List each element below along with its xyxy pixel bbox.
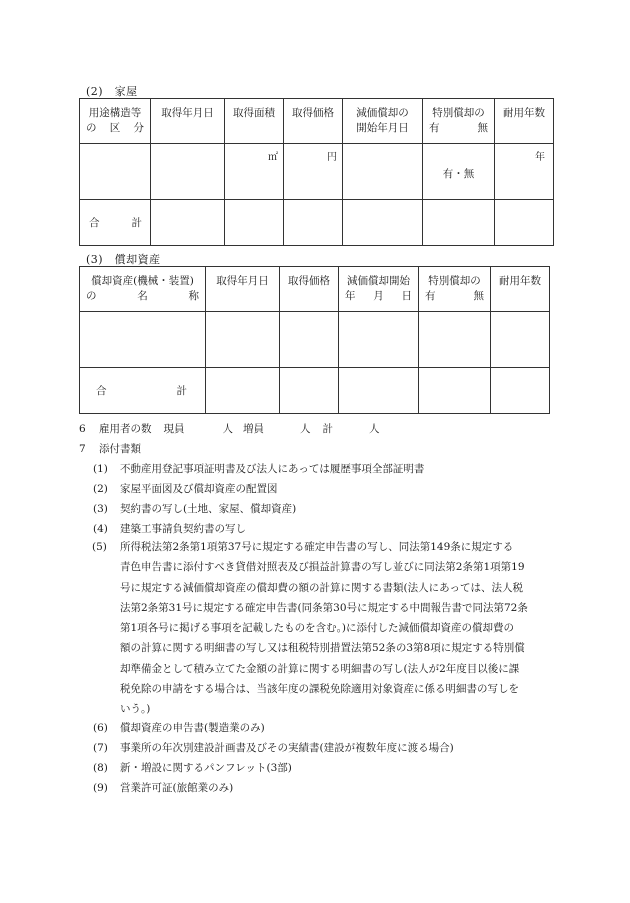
dep-header-acq-date: 取得年月日 xyxy=(206,267,280,312)
header-special: 特別償却の 有 無 xyxy=(423,99,495,144)
house-data-row xyxy=(80,144,554,200)
house-header-row xyxy=(80,99,554,144)
section-title-house: (2) 家屋 xyxy=(86,85,138,98)
header-asset-name: 償却資産(機械・装置) の 名 称 xyxy=(80,267,206,312)
depreciable-table xyxy=(79,266,550,414)
cell-life[interactable] xyxy=(495,144,554,200)
item5-line: いう。) xyxy=(120,703,151,716)
dep-total-acq-date[interactable] xyxy=(206,368,280,414)
item5-line: 額の計算に関する明細書の写し又は租税特別措置法第52条の3第8項に規定する特別償 xyxy=(120,642,525,655)
header-usage: 用途構造等 の 区 分 xyxy=(80,99,151,144)
item5-line: 青色申告書に添付すべき貸借対照表及び損益計算書の写し並びに同法第2条第1項第19 xyxy=(120,561,525,574)
dep-cell-name[interactable] xyxy=(80,312,206,368)
dep-total-dep-start[interactable] xyxy=(339,368,419,414)
cell-special[interactable] xyxy=(423,144,495,200)
total-acq-date[interactable] xyxy=(151,200,225,246)
house-table xyxy=(79,98,554,246)
attachments-heading: 7 添付書類 xyxy=(79,443,141,455)
total-dep-start[interactable] xyxy=(343,200,423,246)
header-area: 取得面積 xyxy=(225,99,284,144)
dep-cell-acq-date[interactable] xyxy=(206,312,280,368)
dep-total-row xyxy=(80,368,550,414)
item5-line: 法第2条第31号に規定する確定申告書(同条第30号に規定する中間報告書で同法第72条 xyxy=(120,601,528,614)
dep-header-price: 取得価格 xyxy=(280,267,339,312)
header-life: 耐用年数 xyxy=(495,99,554,144)
dep-cell-price[interactable] xyxy=(280,312,339,368)
cell-usage[interactable] xyxy=(80,144,151,200)
dep-data-row xyxy=(80,312,550,368)
cell-acq-date[interactable] xyxy=(151,144,225,200)
section-title-depreciable: (3) 償却資産 xyxy=(86,253,161,266)
dep-header-dep-start: 減価償却開始 年 月 日 xyxy=(339,267,419,312)
dep-header-life: 耐用年数 xyxy=(491,267,550,312)
total-special[interactable] xyxy=(423,200,495,246)
dep-total-price[interactable] xyxy=(280,368,339,414)
employees-row: 6 雇用者の数 現員 人 増員 人 計 人 xyxy=(79,423,380,435)
item5-line: 号に規定する減価償却資産の償却費の額の計算に関する書類(法人にあっては、法人税 xyxy=(120,581,523,594)
header-dep-start: 減価償却の 開始年月日 xyxy=(343,99,423,144)
attachment-item-6: (6) 償却資産の申告書(製造業のみ) xyxy=(93,722,265,734)
total-life[interactable] xyxy=(495,200,554,246)
dep-cell-special[interactable] xyxy=(419,312,491,368)
unit-price: 円 xyxy=(327,152,337,163)
attachment-item-9: (9) 営業許可証(旅館業のみ) xyxy=(93,782,234,794)
employees-label: 雇用者の数 xyxy=(99,423,152,435)
item5-line: 所得税法第2条第1項第37号に規定する確定申告書の写し、同法第149条に規定する xyxy=(120,541,514,553)
special-choice: 有・無 xyxy=(442,168,475,180)
cell-area[interactable] xyxy=(225,144,284,200)
total-price[interactable] xyxy=(284,200,343,246)
dep-header-special: 特別償却の 有 無 xyxy=(419,267,491,312)
employees-current-label: 現員 xyxy=(163,423,185,435)
item5-line: 第1項各号に掲げる事項を記載したものを含む。)に添付した減価償却資産の償却費の xyxy=(120,622,515,635)
dep-header-row xyxy=(80,267,550,312)
total-area[interactable] xyxy=(225,200,284,246)
attachment-item-3: (3) 契約書の写し(土地、家屋、償却資産) xyxy=(93,503,297,515)
dep-total-special[interactable] xyxy=(419,368,491,414)
unit-area: ㎡ xyxy=(268,152,278,163)
employees-total-label: 計 xyxy=(322,423,333,435)
attachment-item-8: (8) 新・増設に関するパンフレット(3部) xyxy=(93,762,292,774)
dep-total-label: 合 計 xyxy=(80,368,206,414)
cell-price[interactable] xyxy=(284,144,343,200)
dep-cell-life[interactable] xyxy=(491,312,550,368)
header-price: 取得価格 xyxy=(284,99,343,144)
attachment-item-1: (1) 不動産用登記事項証明書及び法人にあっては履歴事項全部証明書 xyxy=(93,463,425,475)
cell-dep-start[interactable] xyxy=(343,144,423,200)
unit-life: 年 xyxy=(535,152,545,163)
employees-increase-label: 増員 xyxy=(243,423,264,435)
item5-line: 税免除の申請をする場合は、当該年度の課税免除適用対象資産に係る明細書の写しを xyxy=(120,683,519,696)
house-total-row xyxy=(80,200,554,246)
dep-cell-dep-start[interactable] xyxy=(339,312,419,368)
attachment-item-7: (7) 事業所の年次別建設計画書及びその実績書(建設が複数年度に渡る場合) xyxy=(93,742,454,754)
dep-total-life[interactable] xyxy=(491,368,550,414)
item5-line: 却準備金として積み立てた金額の計算に関する明細書の写し(法人が2年度目以後に課 xyxy=(120,662,520,675)
house-total-label: 合 計 xyxy=(80,200,151,246)
attachment-item-2: (2) 家屋平面図及び償却資産の配置図 xyxy=(93,483,278,495)
attachment-item-4: (4) 建築工事請負契約書の写し xyxy=(93,523,246,535)
attachment-item-5: (5) 所得税法第2条第1項第37号に規定する確定申告書の写し、同法第149条に規定する 青色申告書に添付すべき貸借対照表及び損益計算書の写し並びに同法第2条第1項第19 号に規定する減価償却資産の償却費の額の計算に関する書類(法人にあっては、法人税 法第2条第31号に規定する確定申告書(同条第30号に規定する中間報告書で同法第72条 第1項各号に掲げる事項を記載したものを含む。)に添付した減価償却資産の償却費の 額の計算に関する明細書の写し又は租税特別措置法第52条の3第8項に規定する特別償 却準備金として積み立てた金額の計算に関する明細書の写し(法人が2年度目以後に課 税免除の申請をする場合は、当該年度の課税免除適用対象資産に係る明細書の写しを いう。) xyxy=(120,537,528,720)
header-acq-date: 取得年月日 xyxy=(151,99,225,144)
